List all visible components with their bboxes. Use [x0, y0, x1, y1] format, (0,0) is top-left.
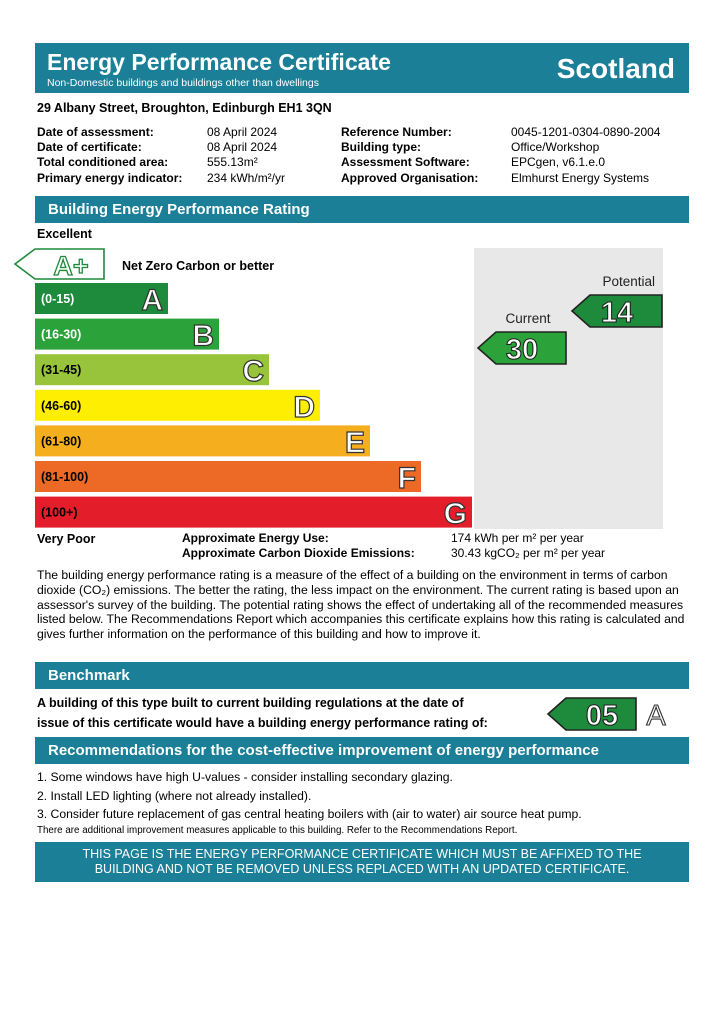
date-assessment-value: 08 April 2024: [207, 125, 278, 139]
reference-value: 0045-1201-0304-0890-2004: [511, 125, 661, 139]
band-range-label: (16-30): [41, 327, 82, 342]
current-label: Current: [505, 311, 551, 326]
recommendations-section-header: [35, 737, 689, 764]
benchmark-letter: A: [646, 700, 666, 732]
primary-energy-value: 234 kWh/m²/yr: [207, 171, 286, 185]
recommendations-list: [37, 768, 689, 838]
band-letter: B: [192, 319, 214, 353]
primary-energy-label: Primary energy indicator:: [37, 171, 183, 185]
certificate-subtitle: Non-Domestic buildings and buildings other than dwellings: [47, 77, 319, 89]
band-range-label: (100+): [41, 505, 78, 520]
energy-use-label: Approximate Energy Use:: [182, 531, 329, 545]
organisation-label: Approved Organisation:: [341, 171, 479, 185]
aplus-letter: A+: [53, 251, 89, 281]
co2-label: Approximate Carbon Dioxide Emissions:: [182, 546, 415, 560]
property-address: 29 Albany Street, Broughton, Edinburgh EH1 3QN: [37, 101, 332, 115]
region-label: Scotland: [556, 53, 675, 84]
very-poor-label: Very Poor: [37, 532, 96, 546]
benchmark-text-line1: A building of this type built to current building regulations at the date of: [37, 696, 464, 710]
date-assessment-label: Date of assessment:: [37, 125, 154, 139]
rating-description: The building energy performance rating is a measure of the effect of a building on the environment in terms of carbon dioxide (CO₂) emissions. The better the rating, the less impact on the environment. The current rating is based upon an assessor's survey of the building. The potential rating shows the effect of undertaking all of the recommended measures listed below. The Recommendations Report which accompanies this certificate explains how this rating is calculated and gives further information on the performance of this building and how to improve it.: [37, 568, 685, 642]
band-letter: F: [397, 462, 416, 495]
band-letter: D: [293, 390, 315, 424]
software-label: Assessment Software:: [341, 155, 470, 169]
list-item: 1. Some windows have high U-values - consider installing secondary glazing.: [37, 770, 453, 784]
benchmark-arrow: [548, 698, 636, 732]
recommendations-section-title: Recommendations for the cost-effective improvement of energy performance: [48, 742, 599, 759]
building-type-label: Building type:: [341, 140, 421, 154]
software-value: EPCgen, v6.1.e.0: [511, 155, 606, 169]
aplus-label: Net Zero Carbon or better: [122, 259, 275, 273]
area-label: Total conditioned area:: [37, 155, 169, 169]
band-range-label: (61-80): [41, 434, 82, 449]
band-letter: A: [141, 284, 163, 317]
potential-label: Potential: [602, 274, 655, 289]
organisation-value: Elmhurst Energy Systems: [511, 171, 650, 185]
benchmark-section-title: Benchmark: [48, 667, 130, 684]
band-letter: G: [443, 497, 467, 531]
excellent-label: Excellent: [37, 227, 92, 241]
area-value: 555.13m²: [207, 155, 258, 169]
reference-label: Reference Number:: [341, 125, 452, 139]
band-range-label: (46-60): [41, 398, 82, 413]
list-item: 2. Install LED lighting (where not already installed).: [37, 788, 312, 803]
band-range-label: (81-100): [41, 470, 89, 484]
benchmark-value: 05: [585, 700, 619, 732]
list-item: 3. Consider future replacement of gas central heating boilers with (air to water) air source heat pump.: [37, 807, 582, 821]
certificate-title: Energy Performance Certificate: [47, 49, 391, 75]
current-value: 30: [505, 334, 539, 366]
co2-value: 30.43 kgCO₂ per m² per year: [451, 546, 606, 560]
footer-line2: BUILDING AND NOT BE REMOVED UNLESS REPLACED WITH AN UPDATED CERTIFICATE.: [94, 862, 630, 876]
date-certificate-label: Date of certificate:: [37, 140, 142, 154]
potential-value: 14: [600, 297, 634, 329]
certificate-footer: [35, 842, 689, 882]
band-letter: C: [242, 355, 264, 389]
building-type-value: Office/Workshop: [511, 140, 600, 154]
band-range-label: (31-45): [41, 363, 82, 378]
benchmark-text-line2: issue of this certificate would have a building energy performance rating of:: [37, 716, 488, 730]
date-certificate-value: 08 April 2024: [207, 140, 278, 154]
band-letter: E: [344, 426, 365, 460]
footer-line1: THIS PAGE IS THE ENERGY PERFORMANCE CERTIFICATE WHICH MUST BE AFFIXED TO THE: [82, 847, 642, 861]
energy-use-value: 174 kWh per m² per year: [451, 531, 584, 545]
recommendations-note: There are additional improvement measures applicable to this building. Refer to the Recommendations Report.: [37, 824, 518, 836]
band-range-label: (0-15): [41, 292, 75, 306]
rating-section-title: Building Energy Performance Rating: [48, 201, 310, 218]
